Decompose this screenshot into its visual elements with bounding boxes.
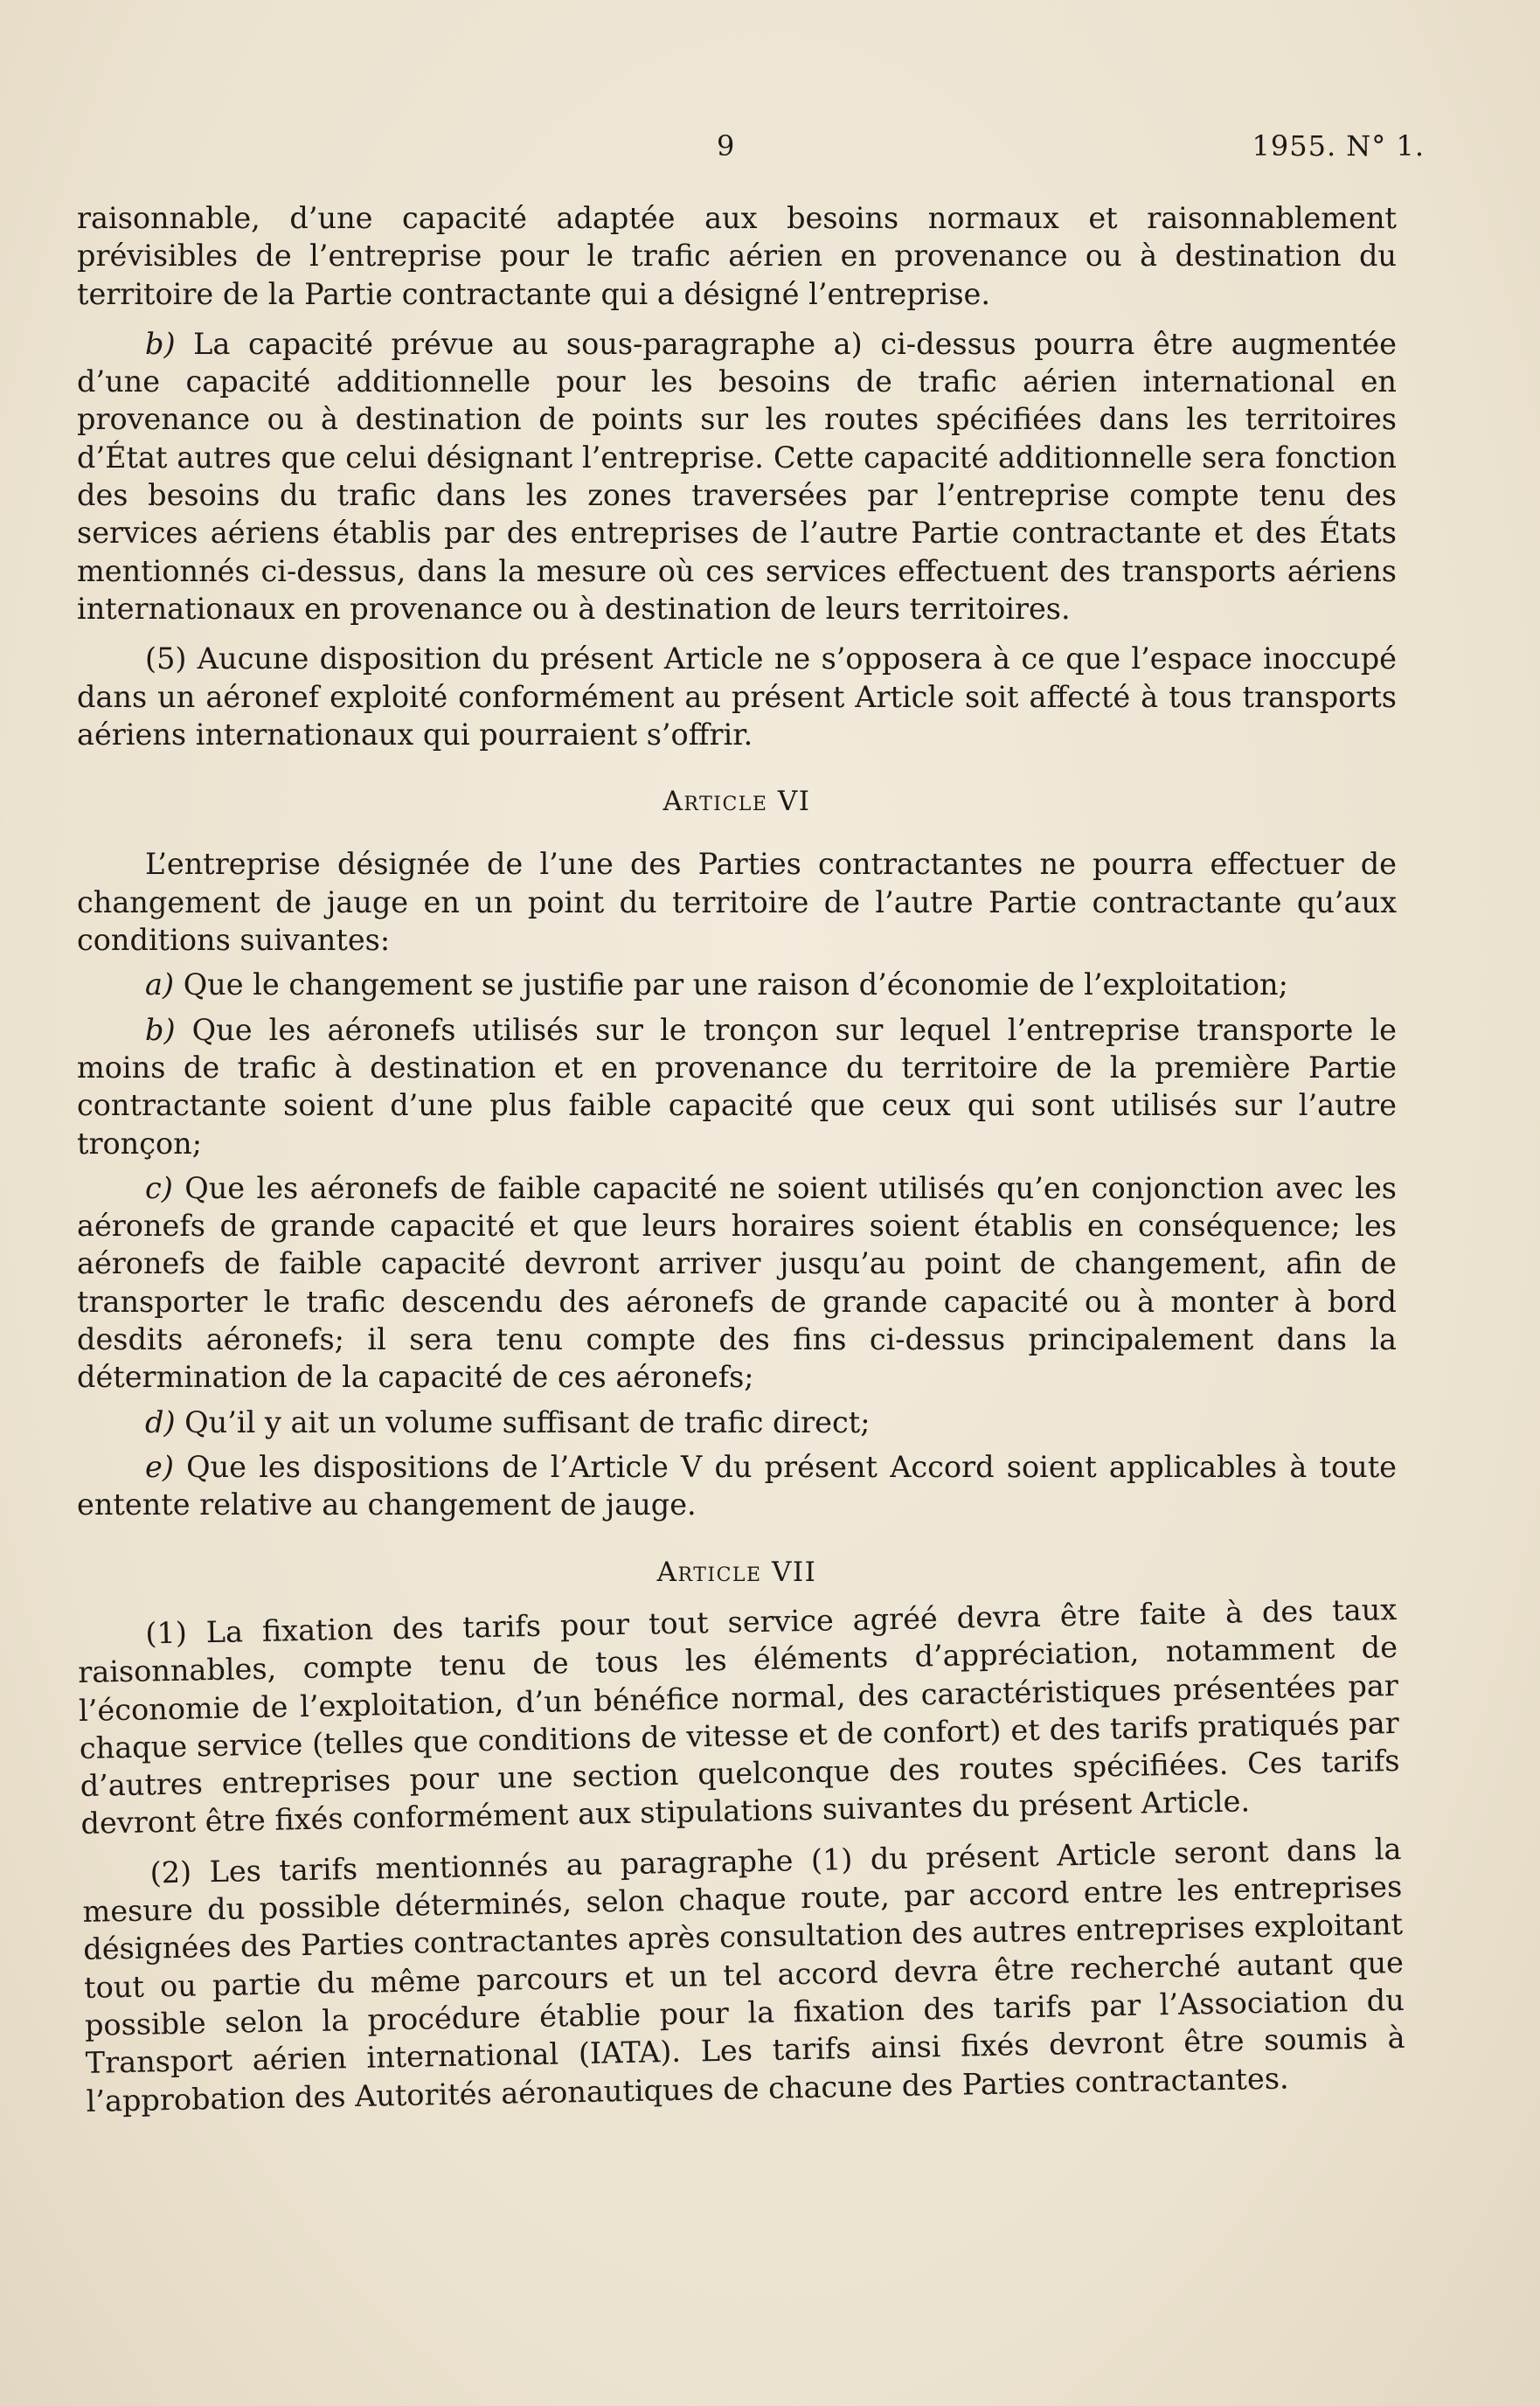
item-text: Que le changement se justifie par une raison d’économie de l’exploitation; xyxy=(183,967,1288,1002)
item-text: Que les aéronefs de faible capacité ne soient utilisés qu’en conjonction avec les aéronefs de grande capacité et que leurs horaires soient établis en conséquence; les aéronefs de faible capacité devront arriver jusqu’au point de changement, afin de transporter le trafic descendu des aéronefs de grande capacité ou à monter à bord desdits aéronefs; il sera tenu compte des fins ci-dessus principalement dans la détermination de la capacité de ces aéronefs; xyxy=(77,1170,1397,1395)
article-6-item-c xyxy=(77,1169,1397,1397)
article-6-item-a xyxy=(77,966,1397,1003)
paragraph-letter: b) xyxy=(145,326,176,361)
article-6-item-e xyxy=(77,1448,1397,1524)
item-letter: e) xyxy=(145,1449,174,1484)
article-6-intro: L’entreprise désignée de l’une des Parties contractantes ne pourra effectuer de changement de jauge en un point du territoire de l’autre Partie contractante qu’aux conditions suivantes: xyxy=(77,847,1397,958)
item-text: Que les aéronefs utilisés sur le tronçon sur lequel l’entreprise transporte le moins de trafic à destination et en provenance du territoire de la première Partie contractante soient d’une plus faible capacité que ceux qui sont utilisés sur l’autre tronçon; xyxy=(77,1012,1397,1161)
article-6-item-d xyxy=(77,1404,1397,1441)
article-7-paragraph-2: (2) Les tarifs mentionnés au paragraphe (1) du présent Article seront dans la mesure du possible déterminés, selon chaque route, par accord entre les entreprises désignées des Parties contractantes après consultation des autres entreprises exploitant tout ou partie du même parcours et un tel accord devra être recherché autant que possible selon la procédure établie pour la fixation des tarifs par l’Association du Transport aérien international (IATA). Les tarifs ainsi fixés devront être soumis à l’approbation des Autorités aéronautiques de chacune des Parties contractantes. xyxy=(82,1831,1405,2118)
article-6-heading: Article VI xyxy=(662,786,811,818)
item-text: Que les dispositions de l’Article V du présent Accord soient applicables à toute entente relative au changement de jauge. xyxy=(77,1449,1397,1522)
paragraph-continued: raisonnable, d’une capacité adaptée aux besoins normaux et raisonnablement prévisibles de l’entreprise pour le trafic aérien en provenance ou à destination du territoire de la Partie contractante qui a désigné l’entreprise. xyxy=(77,201,1397,311)
article-7-body xyxy=(77,1591,1406,2120)
treaty-series-number: 1955. N° 1. xyxy=(1252,129,1425,163)
item-text: Qu’il y ait un volume suffisant de trafic direct; xyxy=(184,1404,871,1439)
paragraph-4b xyxy=(77,325,1397,628)
paragraph-5: (5) Aucune disposition du présent Article ne s’opposera à ce que l’espace inoccupé dans un aéronef exploité conformément au présent Article soit affecté à tous transports aériens internationaux qui pourraient s’offrir. xyxy=(77,641,1397,752)
item-letter: d) xyxy=(145,1404,176,1439)
article-6-item-b xyxy=(77,1011,1397,1162)
article-7-heading: Article VII xyxy=(656,1556,817,1588)
item-letter: b) xyxy=(145,1012,176,1047)
item-letter: c) xyxy=(145,1170,173,1205)
paragraph-text: La capacité prévue au sous-paragraphe a) ci-dessus pourra être augmentée d’une capacité additionnelle pour les besoins de trafic aérien international en provenance ou à destination de points sur les routes spécifiées dans les territoires d’État autres que celui désignant l’entreprise. Cette capacité additionnelle sera fonction des besoins du trafic dans les zones traversées par l’entreprise compte tenu des services aériens établis par des entreprises de l’autre Partie contractante et des États mentionnés ci-dessus, dans la mesure où ces services effectuent des transports aériens internationaux en provenance ou à destination de leurs territoires. xyxy=(77,326,1397,626)
page-number: 9 xyxy=(717,129,735,163)
document-body xyxy=(77,199,1405,2120)
page-header xyxy=(0,129,1540,173)
article-7-paragraph-1: (1) La fixation des tarifs pour tout service agréé devra être faite à des taux raisonnables, compte tenu de tous les éléments d’appréciation, notamment de l’économie de l’exploitation, d’un bénéfice normal, des caractéristiques présentées par chaque service (telles que conditions de vitesse et de confort) et des tarifs pratiqués par d’autres entreprises pour une section quelconque des routes spécifiées. Ces tarifs devront être fixés conformément aux stipulations suivantes du présent Article. xyxy=(77,1591,1400,1841)
item-letter: a) xyxy=(145,967,175,1002)
